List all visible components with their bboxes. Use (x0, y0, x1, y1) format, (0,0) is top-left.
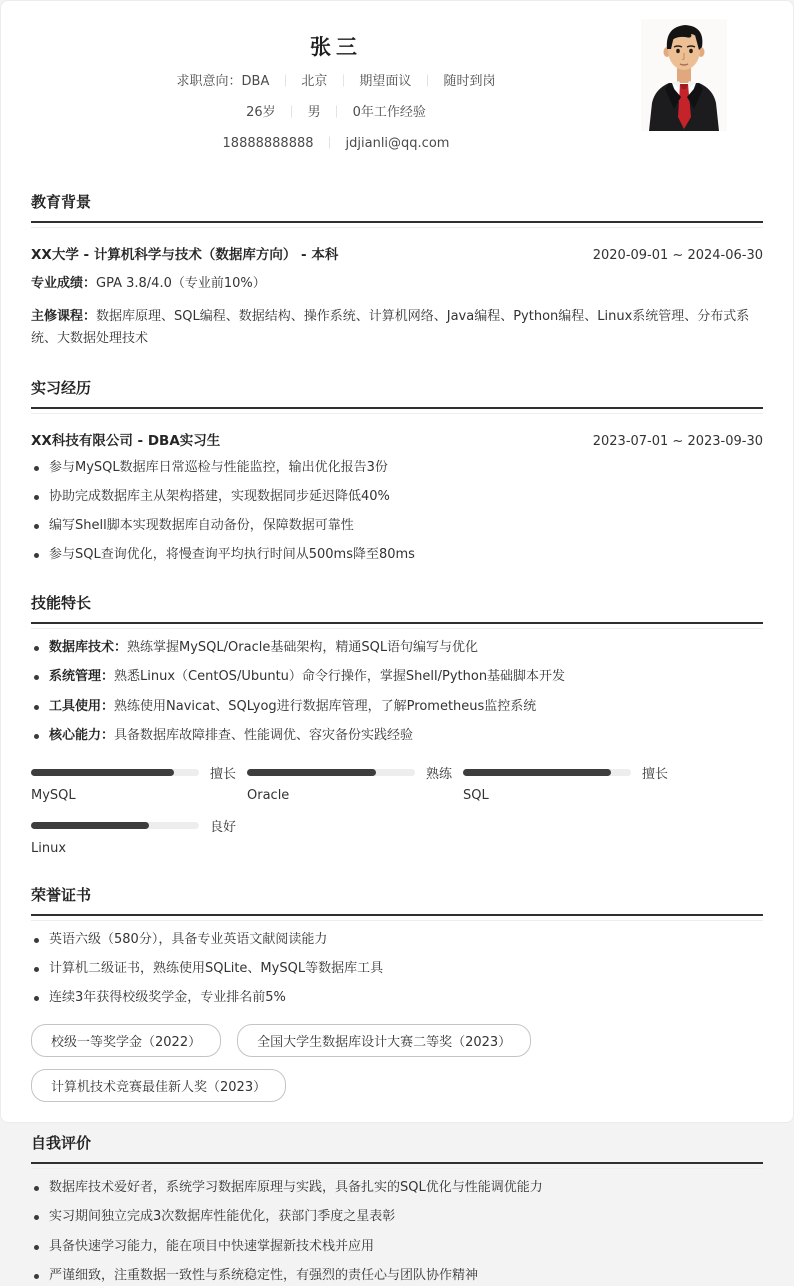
header-text-block (31, 17, 641, 154)
section-title: 荣誉证书 (31, 884, 763, 916)
list-item: 连续3年获得校级奖学金，专业排名前5% (31, 988, 763, 1008)
courses-label: 主修课程： (31, 308, 97, 324)
list-item: 具备快速学习能力，能在项目中快速掌握新技术栈并应用 (31, 1237, 763, 1257)
skill-level-label: 良好 (210, 820, 237, 836)
intent-position: DBA (241, 74, 270, 89)
skill-level-label: 熟练 (426, 767, 453, 783)
list-item: 参与MySQL数据库日常巡检与性能监控，输出优化报告3份 (31, 458, 763, 478)
work-experience: 0年工作经验 (352, 105, 426, 121)
intent-availability: 随时到岗 (443, 74, 496, 89)
school-degree: XX大学 - 计算机科学与技术（数据库方向） - 本科 (31, 247, 339, 264)
internship-dates: 2023-07-01 ~ 2023-09-30 (592, 433, 763, 449)
skill-bar-linux (31, 818, 247, 856)
honor-tags (31, 1024, 763, 1114)
skill-text: 熟练掌握MySQL/Oracle基础架构，精通SQL语句编写与优化 (127, 640, 479, 656)
list-item (31, 638, 763, 658)
section-title: 技能特长 (31, 592, 763, 624)
skill-bars (31, 765, 763, 871)
separator: ｜ (279, 74, 292, 88)
gpa-value: GPA 3.8/4.0（专业前10%） (96, 276, 266, 292)
resume-header (31, 17, 763, 154)
list-item: 计算机二级证书，熟练使用SQLite、MySQL等数据库工具 (31, 959, 763, 979)
personal-info-line (31, 103, 641, 123)
contact-info-line (31, 134, 641, 154)
list-item: 协助完成数据库主从架构搭建，实现数据同步延迟降低40% (31, 487, 763, 507)
section-divider (31, 916, 763, 921)
skill-name: Linux (31, 840, 67, 856)
list-item (31, 667, 763, 687)
skill-bar-track (247, 769, 415, 776)
evaluation-bullet-list (31, 1178, 763, 1286)
separator: ｜ (337, 74, 350, 88)
honors-bullet-list (31, 930, 763, 1008)
profile-photo (641, 19, 727, 131)
skills-bullet-list (31, 638, 763, 746)
section-divider (31, 409, 763, 414)
skill-bar-fill (463, 769, 611, 776)
skill-label: 系统管理： (49, 669, 115, 685)
education-entry-header (31, 243, 763, 263)
courses-value: 数据库原理、SQL编程、数据结构、操作系统、计算机网络、Java编程、Python编程、Linux系统管理、分布式系统、大数据处理技术 (31, 308, 750, 346)
skill-bar-line (31, 765, 247, 781)
gpa-label: 专业成绩： (31, 276, 97, 292)
list-item: 英语六级（580分），具备专业英语文献阅读能力 (31, 930, 763, 950)
phone-number: 18888888888 (222, 136, 314, 152)
skill-text: 熟练使用Navicat、SQLyog进行数据库管理，了解Prometheus监控系统 (114, 698, 537, 714)
internship-entry-header (31, 429, 763, 449)
education-dates: 2020-09-01 ~ 2024-06-30 (592, 248, 763, 264)
skill-bar-track (31, 822, 199, 829)
internship-bullet-list (31, 458, 763, 566)
list-item: 编写Shell脚本实现数据库自动备份，保障数据可靠性 (31, 516, 763, 536)
section-honors (31, 884, 763, 1114)
candidate-name: 张三 (310, 35, 362, 59)
honor-tag: 计算机技术竞赛最佳新人奖（2023） (31, 1069, 286, 1102)
skill-bar-sql (463, 765, 679, 803)
skill-bar-mysql (31, 765, 247, 803)
courses-line (31, 306, 763, 350)
section-divider (31, 1164, 763, 1169)
skill-text: 熟悉Linux（CentOS/Ubuntu）命令行操作，掌握Shell/Python基础脚本开发 (114, 669, 566, 685)
section-title: 教育背景 (31, 191, 763, 223)
skill-bar-oracle (247, 765, 463, 803)
list-item (31, 726, 763, 746)
honor-tag: 校级一等奖学金（2022） (31, 1024, 221, 1057)
list-item (31, 697, 763, 717)
list-item: 实习期间独立完成3次数据库性能优化，获部门季度之星表彰 (31, 1207, 763, 1227)
gender: 男 (307, 105, 321, 121)
skill-name: Oracle (247, 787, 290, 803)
separator: ｜ (421, 74, 434, 88)
skill-bar-fill (247, 769, 376, 776)
list-item: 参与SQL查询优化，将慢查询平均执行时间从500ms降至80ms (31, 545, 763, 565)
section-divider (31, 223, 763, 228)
section-title: 自我评价 (31, 1132, 763, 1164)
skill-bar-line (247, 765, 463, 781)
intent-salary: 期望面议 (359, 74, 412, 89)
section-education (31, 191, 763, 349)
skill-label: 数据库技术： (49, 640, 128, 656)
skill-bar-fill (31, 769, 174, 776)
skill-bar-line (463, 765, 679, 781)
skill-bar-line (31, 818, 247, 834)
company-position: XX科技有限公司 - DBA实习生 (31, 432, 221, 449)
skill-label: 工具使用： (49, 698, 115, 714)
skill-bar-track (31, 769, 199, 776)
skill-level-label: 擅长 (210, 767, 237, 783)
separator: ｜ (330, 105, 343, 120)
skill-name: MySQL (31, 787, 76, 803)
skill-text: 具备数据库故障排查、性能调优、容灾备份实践经验 (114, 727, 414, 743)
section-title: 实习经历 (31, 377, 763, 409)
skill-label: 核心能力： (49, 727, 115, 743)
skill-bar-fill (31, 822, 149, 829)
skill-bar-track (463, 769, 631, 776)
section-skills (31, 592, 763, 871)
section-self-evaluation (31, 1132, 763, 1286)
intent-city: 北京 (301, 74, 328, 89)
email-address: jdjianli@qq.com (345, 136, 450, 152)
list-item: 严谨细致，注重数据一致性与系统稳定性，有强烈的责任心与团队协作精神 (31, 1266, 763, 1286)
separator: ｜ (323, 136, 336, 151)
section-internship (31, 377, 763, 566)
profile-photo-illustration (641, 19, 727, 131)
section-divider (31, 624, 763, 629)
skill-name: SQL (463, 787, 489, 803)
intent-prefix: 求职意向： (176, 74, 242, 89)
honor-tag: 全国大学生数据库设计大赛二等奖（2023） (237, 1024, 531, 1057)
separator: ｜ (285, 105, 298, 120)
skill-level-label: 擅长 (642, 767, 669, 783)
list-item: 数据库技术爱好者，系统学习数据库原理与实践，具备扎实的SQL优化与性能调优能力 (31, 1178, 763, 1198)
age: 26岁 (246, 105, 276, 121)
job-intent-line (31, 72, 641, 92)
gpa-line (31, 273, 763, 295)
